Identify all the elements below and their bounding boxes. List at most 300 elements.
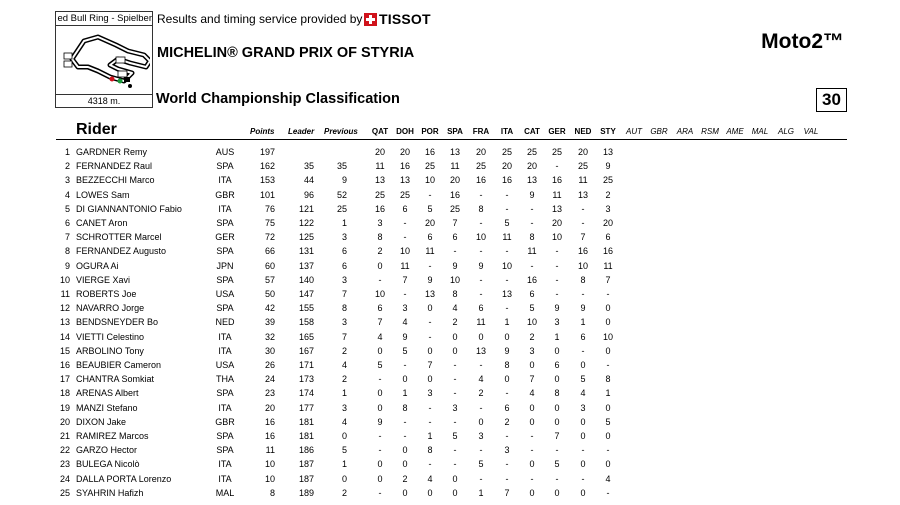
rider-name: FERNANDEZ Raul [76, 161, 153, 172]
race-result-ger: 6 [554, 360, 560, 370]
race-result-ned: 5 [580, 374, 586, 385]
race-result-doh: 20 [399, 147, 410, 157]
rider-nation: SPA [216, 388, 234, 399]
race-result-sty: - [606, 289, 610, 299]
future-column-header-gbr: GBR [650, 127, 668, 136]
track-map-icon [58, 27, 150, 91]
race-result-ita: 7 [504, 487, 510, 498]
rider-name: VIERGE Xavi [76, 274, 131, 285]
race-result-cat: - [530, 260, 534, 271]
rider-position: 3 [64, 175, 70, 186]
rider-gap-previous: 6 [341, 260, 347, 271]
rider-name: SYAHRIN Hafizh [76, 487, 144, 498]
race-result-ger: 0 [554, 374, 560, 385]
race-result-ned: 11 [578, 175, 588, 186]
race-result-qat: 0 [377, 345, 383, 356]
classification-title: World Championship Classification [156, 91, 400, 107]
race-result-por: - [428, 331, 432, 342]
race-result-ita: - [505, 246, 509, 257]
race-result-doh: 16 [399, 161, 410, 172]
rider-position: 21 [59, 431, 70, 441]
race-result-sty: 10 [602, 331, 613, 342]
race-result-cat: 0 [529, 459, 535, 470]
rider-gap-leader: 165 [298, 331, 314, 342]
race-result-sty: 0 [605, 459, 611, 470]
race-result-doh: 2 [402, 473, 408, 484]
race-result-ita: 0 [504, 374, 510, 385]
rider-gap-previous: 4 [341, 416, 347, 427]
race-result-ita: 3 [504, 445, 510, 456]
race-result-ned: 0 [580, 459, 586, 470]
rider-position: 4 [64, 189, 70, 200]
race-result-qat: - [378, 487, 382, 498]
previous-column-header: Previous [324, 127, 358, 136]
race-result-ger: 1 [554, 331, 560, 342]
race-result-ita: 25 [501, 147, 512, 157]
race-result-spa: 11 [450, 161, 460, 172]
rider-gap-leader: 181 [298, 431, 314, 441]
race-result-ger: 3 [554, 317, 560, 328]
rider-gap-previous: 3 [341, 402, 347, 413]
race-result-cat: 20 [526, 161, 537, 172]
race-result-sty: 0 [605, 431, 611, 441]
rider-gap-previous: 2 [341, 345, 347, 356]
table-row [0, 159, 900, 173]
rider-position: 15 [59, 345, 70, 356]
rider-nation: AUS [215, 147, 235, 157]
race-result-por: 9 [427, 274, 433, 285]
rider-nation: USA [215, 289, 235, 299]
race-result-por: 25 [424, 161, 435, 172]
race-result-ned: - [581, 289, 585, 299]
future-column-header-aut: AUT [626, 127, 642, 136]
table-row [0, 145, 900, 159]
tissot-logo [364, 11, 431, 27]
race-result-spa: 4 [452, 303, 458, 314]
rider-name: GARDNER Remy [76, 147, 148, 157]
race-result-ned: 13 [577, 189, 588, 200]
rider-gap-leader: 155 [298, 303, 314, 314]
rider-nation: ITA [218, 473, 232, 484]
race-result-doh: 3 [402, 303, 408, 314]
rider-gap-leader: 187 [298, 459, 314, 470]
race-column-header-spa: SPA [447, 127, 463, 136]
race-result-qat: 16 [374, 203, 385, 214]
race-result-sty: - [606, 445, 610, 456]
rider-points: 16 [264, 431, 275, 441]
race-result-spa: 0 [452, 331, 458, 342]
rider-gap-previous: 3 [341, 274, 347, 285]
rider-points: 16 [264, 416, 275, 427]
race-result-qat: - [378, 431, 382, 441]
rider-points: 23 [264, 388, 275, 399]
rider-gap-leader: 96 [303, 189, 314, 200]
race-result-ned: 7 [580, 232, 586, 243]
rider-gap-leader: 174 [298, 388, 314, 399]
race-result-ger: - [555, 161, 559, 172]
race-result-doh: 13 [399, 175, 410, 186]
race-result-spa: 9 [452, 260, 458, 271]
rider-gap-previous: 35 [336, 161, 347, 172]
race-column-header-sty: STY [600, 127, 616, 136]
rider-gap-previous: 7 [341, 331, 347, 342]
race-result-sty: 0 [605, 317, 611, 328]
race-result-spa: - [453, 459, 457, 470]
rider-name: BULEGA Nicolò [76, 459, 140, 470]
race-result-fra: - [479, 445, 483, 456]
race-column-header-ned: NED [574, 127, 592, 136]
race-result-por: - [428, 459, 432, 470]
race-result-ger: 0 [554, 416, 560, 427]
rider-name: ARBOLINO Tony [76, 345, 144, 356]
points-column-header: Points [250, 127, 275, 136]
race-result-fra: 25 [475, 161, 486, 172]
race-result-ita: - [505, 189, 509, 200]
race-result-qat: 0 [377, 402, 383, 413]
rider-position: 9 [64, 260, 70, 271]
race-result-ned: 10 [577, 260, 588, 271]
rider-position: 7 [64, 232, 70, 243]
race-result-ger: 7 [554, 431, 560, 441]
race-result-por: 1 [427, 431, 433, 441]
rider-name: ARENAS Albert [76, 388, 139, 399]
rider-position: 8 [64, 246, 70, 257]
rider-gap-leader: 35 [303, 161, 314, 172]
race-result-por: 20 [424, 218, 435, 228]
race-result-fra: - [479, 189, 483, 200]
race-result-por: - [428, 402, 432, 413]
race-result-ita: - [505, 303, 509, 314]
rider-nation: GER [215, 232, 235, 243]
rider-gap-leader: 187 [298, 473, 314, 484]
race-result-por: 8 [427, 445, 433, 456]
race-result-ned: 9 [580, 303, 586, 314]
race-result-ned: - [581, 345, 585, 356]
race-result-doh: - [403, 232, 407, 243]
rider-name: BEAUBIER Cameron [76, 360, 162, 370]
rider-name: VIETTI Celestino [76, 331, 145, 342]
race-result-doh: - [403, 218, 407, 228]
race-result-sty: 2 [605, 189, 611, 200]
race-result-sty: 9 [605, 161, 611, 172]
table-row [0, 386, 900, 400]
race-result-fra: 4 [478, 374, 484, 385]
rider-nation: USA [215, 360, 235, 370]
rider-name: DI GIANNANTONIO Fabio [76, 203, 182, 214]
race-result-ned: 1 [580, 317, 586, 328]
rider-position: 12 [59, 303, 70, 314]
race-result-qat: 10 [374, 289, 385, 299]
race-result-ita: - [505, 203, 509, 214]
race-result-cat: 8 [529, 232, 535, 243]
race-result-spa: 5 [452, 431, 458, 441]
rider-gap-previous: 1 [341, 459, 347, 470]
race-result-ned: 0 [580, 416, 586, 427]
rider-name: MANZI Stefano [76, 402, 138, 413]
rider-gap-previous: 2 [341, 374, 347, 385]
race-result-qat: 11 [375, 161, 385, 172]
race-result-qat: 8 [377, 232, 383, 243]
race-result-por: - [428, 317, 432, 328]
race-result-spa: 0 [452, 473, 458, 484]
race-result-fra: 5 [478, 459, 484, 470]
future-column-header-mal: MAL [751, 127, 769, 136]
race-result-qat: 4 [377, 331, 383, 342]
race-result-ita: - [505, 388, 509, 399]
race-result-sty: 6 [605, 232, 611, 243]
rider-gap-previous: 5 [341, 445, 347, 456]
race-result-fra: - [479, 360, 483, 370]
rider-nation: SPA [216, 246, 234, 257]
table-row [0, 188, 900, 202]
rider-position: 22 [59, 445, 70, 456]
race-result-sty: 25 [602, 175, 613, 186]
race-result-doh: 9 [402, 331, 408, 342]
rider-gap-leader: 158 [298, 317, 314, 328]
table-row [0, 457, 900, 471]
rider-gap-previous: 1 [341, 388, 347, 399]
race-result-cat: 3 [529, 345, 535, 356]
rider-position: 18 [59, 388, 70, 399]
rider-name: BENDSNEYDER Bo [76, 317, 159, 328]
race-result-spa: 7 [452, 218, 458, 228]
rider-gap-previous: 1 [341, 218, 347, 228]
race-result-doh: - [403, 416, 407, 427]
race-result-ger: - [555, 274, 559, 285]
rider-nation: SPA [216, 431, 234, 441]
race-result-spa: - [453, 416, 457, 427]
rider-points: 76 [264, 203, 275, 214]
rider-nation: THA [216, 374, 234, 385]
race-result-ned: 8 [580, 274, 586, 285]
race-column-header-por: POR [421, 127, 439, 136]
rider-name: SCHROTTER Marcel [76, 232, 162, 243]
race-result-doh: 7 [402, 274, 408, 285]
rider-gap-leader: 137 [298, 260, 314, 271]
rider-position: 2 [64, 161, 70, 172]
race-result-cat: 9 [529, 189, 535, 200]
rider-nation: ITA [218, 175, 232, 186]
race-result-ita: 6 [504, 402, 510, 413]
race-result-sty: 3 [605, 203, 611, 214]
rider-points: 101 [259, 189, 275, 200]
tissot-wordmark: TISSOT [379, 11, 431, 27]
race-result-ger: 5 [554, 459, 560, 470]
race-result-ita: - [505, 431, 509, 441]
rider-name: GARZO Hector [76, 445, 138, 456]
race-result-sty: 1 [605, 388, 611, 399]
race-result-ger: 0 [554, 487, 560, 498]
race-result-ger: - [555, 260, 559, 271]
race-result-ger: 16 [551, 175, 562, 186]
rider-points: 10 [264, 459, 275, 470]
table-row [0, 287, 900, 301]
race-result-por: 0 [427, 345, 433, 356]
race-result-spa: 3 [452, 402, 458, 413]
rider-gap-leader: 171 [298, 360, 314, 370]
rider-gap-leader: 186 [298, 445, 314, 456]
rider-position: 14 [59, 331, 70, 342]
rider-points: 20 [264, 402, 275, 413]
race-result-doh: 8 [402, 402, 408, 413]
race-result-qat: 20 [374, 147, 385, 157]
race-result-ger: - [555, 289, 559, 299]
table-row [0, 301, 900, 315]
race-result-doh: 6 [402, 203, 408, 214]
rider-nation: ITA [218, 402, 232, 413]
race-result-cat: 16 [526, 274, 537, 285]
race-result-qat: 0 [377, 260, 383, 271]
rider-column-header: Rider [76, 121, 117, 138]
race-result-por: 10 [424, 175, 435, 186]
race-result-ger: - [555, 246, 559, 257]
race-result-sty: 0 [605, 402, 611, 413]
race-result-por: 7 [427, 360, 433, 370]
race-result-ita: 16 [501, 175, 512, 186]
race-result-qat: - [378, 274, 382, 285]
rider-nation: SPA [216, 218, 234, 228]
rider-nation: GBR [215, 189, 235, 200]
race-result-cat: 2 [529, 331, 535, 342]
rider-position: 1 [64, 147, 70, 157]
rider-name: FERNANDEZ Augusto [76, 246, 167, 257]
race-result-cat: - [530, 431, 534, 441]
race-result-fra: - [479, 473, 483, 484]
rider-points: 197 [259, 147, 275, 157]
race-result-qat: 25 [374, 189, 385, 200]
rider-position: 23 [59, 459, 70, 470]
rider-name: ROBERTS Joe [76, 289, 137, 299]
rider-position: 20 [59, 416, 70, 427]
race-result-ned: - [581, 203, 585, 214]
race-result-doh: 25 [399, 189, 410, 200]
race-result-cat: 5 [529, 303, 535, 314]
race-result-ita: 8 [504, 360, 510, 370]
rider-points: 72 [264, 232, 275, 243]
race-result-fra: 0 [478, 416, 484, 427]
table-row [0, 330, 900, 344]
rider-position: 6 [64, 218, 70, 228]
rider-gap-leader: 140 [298, 274, 314, 285]
race-result-ger: - [555, 445, 559, 456]
rider-gap-previous: 3 [341, 317, 347, 328]
race-result-spa: - [453, 388, 457, 399]
table-row [0, 230, 900, 244]
race-result-cat: 0 [529, 402, 535, 413]
race-result-qat: 13 [374, 175, 385, 186]
race-result-ger: 10 [551, 232, 562, 243]
race-result-por: 16 [424, 147, 435, 157]
race-result-cat: - [530, 203, 534, 214]
future-column-header-ara: ARA [676, 127, 694, 136]
race-result-ita: 11 [502, 232, 512, 243]
race-result-ned: - [581, 218, 585, 228]
race-result-spa: 2 [452, 317, 458, 328]
race-result-fra: 8 [478, 203, 484, 214]
rider-nation: ITA [218, 203, 232, 214]
race-result-ger: 9 [554, 303, 560, 314]
race-column-header-ita: ITA [500, 127, 514, 136]
race-result-qat: 7 [377, 317, 383, 328]
race-result-fra: 1 [478, 487, 484, 498]
race-result-fra: - [479, 402, 483, 413]
rider-points: 42 [264, 303, 275, 314]
table-row [0, 372, 900, 386]
rider-name: BEZZECCHI Marco [76, 175, 155, 186]
race-result-ger: 0 [554, 402, 560, 413]
race-result-doh: 4 [402, 317, 408, 328]
race-result-cat: - [530, 473, 534, 484]
rider-gap-previous: 7 [341, 289, 347, 299]
race-result-qat: 0 [377, 473, 383, 484]
race-result-cat: 25 [526, 147, 537, 157]
race-result-fra: 9 [478, 260, 484, 271]
race-result-ned: - [581, 473, 585, 484]
race-result-por: - [428, 260, 432, 271]
rider-nation: ITA [218, 459, 232, 470]
race-result-por: 11 [425, 246, 435, 257]
timing-service-text: Results and timing service provided by [157, 12, 363, 26]
race-result-qat: 6 [377, 303, 383, 314]
race-result-ita: 10 [501, 260, 512, 271]
track-info-box [55, 11, 153, 108]
race-result-doh: 10 [399, 246, 410, 257]
rider-gap-leader: 121 [298, 203, 314, 214]
race-result-ger: 25 [551, 147, 562, 157]
race-result-por: 0 [427, 487, 433, 498]
rider-gap-leader: 173 [298, 374, 314, 385]
track-length: 4318 m. [56, 94, 152, 107]
rider-gap-previous: 4 [341, 360, 347, 370]
race-result-sty: 5 [605, 416, 611, 427]
race-result-ned: - [581, 445, 585, 456]
future-column-header-ame: AME [726, 127, 744, 136]
rider-position: 13 [59, 317, 70, 328]
race-result-ger: - [555, 473, 559, 484]
race-result-ned: 25 [577, 161, 588, 172]
race-result-fra: 2 [478, 388, 484, 399]
rider-gap-previous: 25 [336, 203, 347, 214]
rider-position: 17 [59, 374, 70, 385]
race-result-spa: 25 [449, 203, 460, 214]
race-result-ita: 5 [504, 218, 510, 228]
rider-name: OGURA Ai [76, 260, 119, 271]
rider-gap-leader: 177 [298, 402, 314, 413]
event-title: MICHELIN® GRAND PRIX OF STYRIA [157, 45, 415, 61]
rider-points: 66 [264, 246, 275, 257]
rider-position: 19 [59, 402, 70, 413]
race-result-sty: 4 [605, 473, 611, 484]
category-label: Moto2™ [761, 30, 844, 53]
track-name: ed Bull Ring - Spielber [57, 13, 152, 24]
race-column-header-ger: GER [548, 127, 566, 136]
rider-gap-previous: 6 [341, 246, 347, 257]
race-result-cat: - [530, 218, 534, 228]
race-result-spa: - [453, 374, 457, 385]
race-result-ger: 20 [551, 218, 562, 228]
race-result-ned: 4 [580, 388, 586, 399]
rider-gap-leader: 181 [298, 416, 314, 427]
rider-nation: NED [215, 317, 235, 328]
rider-position: 11 [60, 289, 70, 299]
rider-points: 60 [264, 260, 275, 271]
race-column-header-qat: QAT [371, 127, 389, 136]
rider-gap-previous: 3 [341, 232, 347, 243]
rider-gap-previous: 0 [341, 473, 347, 484]
race-result-ita: - [505, 473, 509, 484]
rider-gap-leader: 167 [298, 345, 314, 356]
table-row [0, 202, 900, 216]
